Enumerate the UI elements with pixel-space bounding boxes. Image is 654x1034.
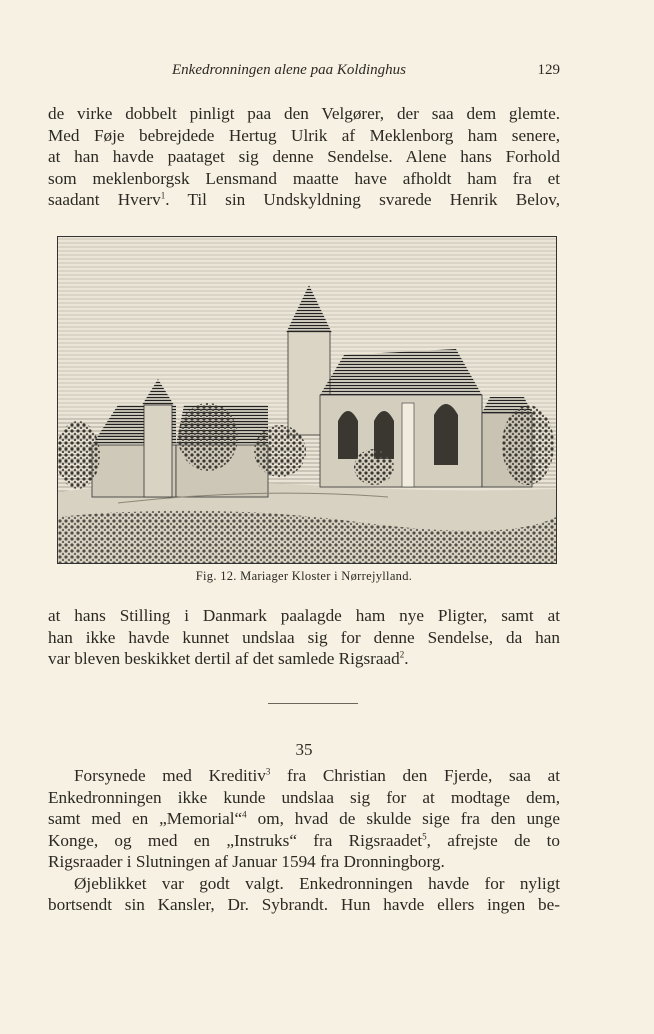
text-line: Enkedronningen ikke kunde undslaa sig for at modtage dem, [48,787,560,807]
text-fragment: samt med en „Memorial“ [48,809,243,828]
text-line [48,765,560,787]
text-fragment: om, hvad de skulde sige fra den unge [246,809,560,828]
text-line [48,808,560,830]
footnote-ref: 3 [265,766,271,777]
figure-caption: Fig. 12. Mariager Kloster i Nørrejylland. [195,569,413,583]
footnote-ref: 2 [399,649,405,660]
text-fragment: Konge, og med en „Instruks“ fra Rigsraadet [48,830,423,850]
text-line [48,648,560,670]
footnote-ref: 4 [242,809,247,820]
page-number: 129 [537,62,560,78]
text-fragment: . [404,649,409,668]
engraving-illustration [57,236,557,564]
text-line: Rigsraader i Slutningen af Januar 1594 fra Dronningborg. [48,852,445,871]
text-line: bortsendt sin Kansler, Dr. Sybrandt. Hun havde ellers ingen be- [48,895,560,914]
paragraph-3 [48,765,560,916]
text-line: Øjeblikket var godt valgt. Enkedronningen havde for nyligt [74,873,560,893]
text-line [48,189,560,211]
text-fragment: , afrejste de to [426,830,560,850]
text-fragment: Forsynede med Kreditiv [74,766,266,785]
text-line [48,830,560,852]
text-line: at hans Stilling i Danmark paalagde ham nye Pligter, samt at [48,606,560,625]
paragraph-2 [48,605,560,670]
text-fragment: saadant Hverv [48,190,161,209]
text-line: de virke dobbelt pinligt paa den Velgører, der saa dem glemte. [48,104,560,123]
paragraph-1 [48,103,560,211]
text-fragment: var bleven beskikket dertil af det samlede Rigsraad [48,649,400,668]
text-line: som meklenborgsk Lensmand maatte have afholdt ham fra et [48,168,560,188]
monastery-engraving [58,237,556,563]
text-fragment: . Til sin Undskyldning svarede Henrik Belov, [165,190,560,209]
footnote-ref: 5 [422,830,427,841]
section-divider [268,703,358,704]
footnote-ref: 1 [160,190,166,201]
page-header [48,62,560,84]
text-line: Med Føje bebrejdede Hertug Ulrik af Meklenborg ham senere, [48,125,560,145]
text-fragment: fra Christian den Fjerde, saa at [270,766,560,785]
section-number: 35 [295,740,313,759]
text-line: han ikke havde kunnet undslaa sig for denne Sendelse, da han [48,627,560,647]
running-title: Enkedronningen alene paa Koldinghus [172,62,406,78]
text-line: at han havde paataget sig denne Sendelse. Alene hans Forhold [48,147,560,166]
